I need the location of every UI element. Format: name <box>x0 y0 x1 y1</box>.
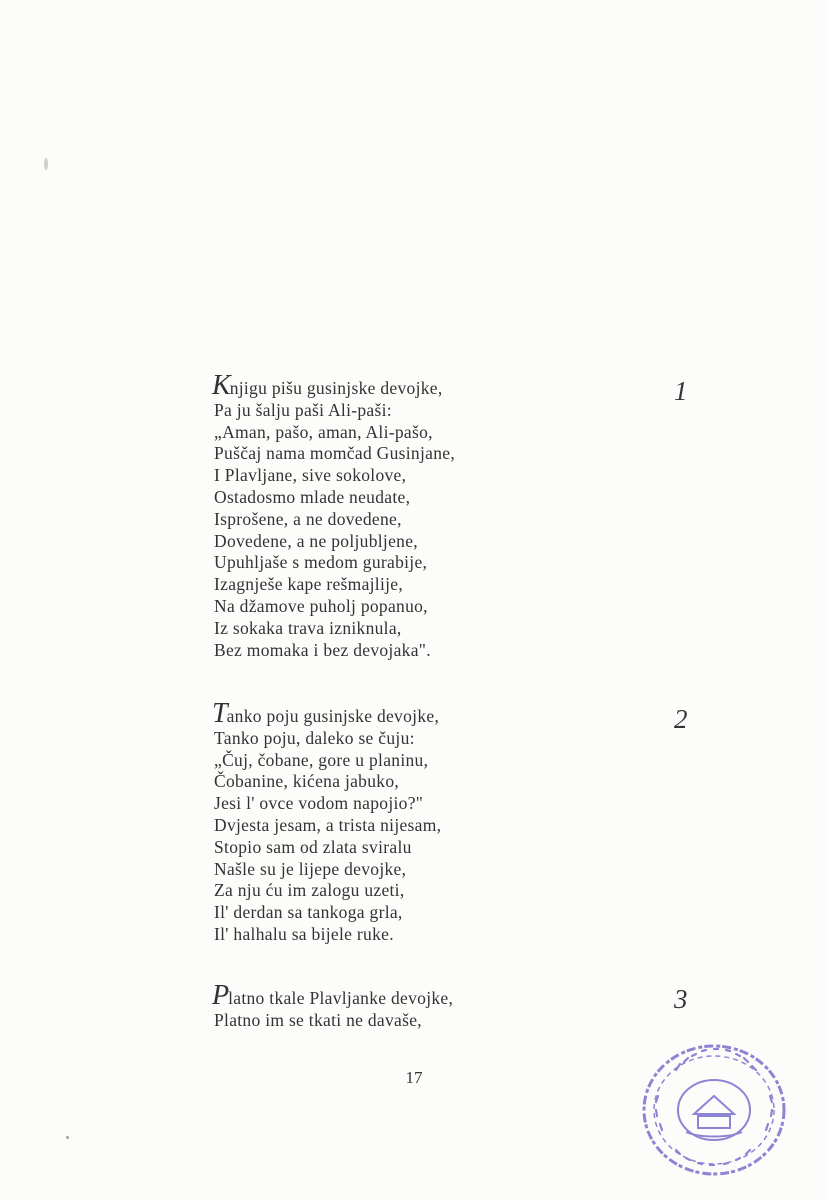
verse-line: „Aman, pašo, aman, Ali-pašo, <box>214 421 433 442</box>
verse-line: Puščaj nama momčad Gusinjane, <box>214 443 456 464</box>
first-line-text: anko poju gusinjske devojke, <box>226 706 440 726</box>
stanza-3 <box>212 980 684 1032</box>
drop-initial: T <box>212 698 227 729</box>
stanza-first-line <box>212 370 684 401</box>
verse-line: Dvjesta jesam, a trista nijesam, <box>214 814 442 835</box>
verse-line: Tanko poju, daleko se čuju: <box>214 727 415 748</box>
first-line-text: latno tkale Plavljanke devojke, <box>228 988 454 1008</box>
verse-line: Na džamove puholj popanuo, <box>214 595 428 616</box>
stanza-number: 3 <box>674 984 688 1014</box>
first-line-text: njigu pišu gusinjske devojke, <box>229 378 443 398</box>
verse-line: Našle su je lijepe devojke, <box>214 858 407 879</box>
ink-speck <box>66 1136 69 1139</box>
verse-line: I Plavljane, sive sokolove, <box>214 465 407 486</box>
stanza-first-line <box>212 980 684 1011</box>
verse-line: Ostadosmo mlade neudate, <box>214 486 411 507</box>
verse-line: Čobanine, kićena jabuko, <box>214 771 400 792</box>
ink-speck <box>44 158 48 170</box>
stanza-first-line <box>212 698 684 729</box>
stanza-2 <box>212 698 684 946</box>
verse-line: Il' derdan sa tankoga grla, <box>214 902 403 923</box>
verse-line: Iz sokaka trava izniknula, <box>214 617 402 638</box>
verse-line: Jesi l' ovce vodom napojio?" <box>214 793 424 814</box>
verse-line: Upuhljaše s medom gurabije, <box>214 552 428 573</box>
verse-line: Pa ju šalju paši Ali-paši: <box>214 399 392 420</box>
verse-line: Stopio sam od zlata sviralu <box>214 836 412 857</box>
stanza-number: 2 <box>674 704 688 734</box>
stanza-1 <box>212 370 684 661</box>
verse-line: Za nju ću im zalogu uzeti, <box>214 880 405 901</box>
drop-initial: P <box>212 980 229 1011</box>
verse-line: Dovedene, a ne poljubljene, <box>214 530 418 551</box>
verse-line: Bez momaka i bez devojaka". <box>214 639 431 660</box>
verse-line: Il' halhalu sa bijele ruke. <box>214 923 394 944</box>
drop-initial: K <box>212 370 230 401</box>
verse-line: „Čuj, čobane, gore u planinu, <box>214 749 429 770</box>
verse-line: Platno im se tkati ne davaše, <box>214 1009 422 1030</box>
verse-line: Isprošene, a ne dovedene, <box>214 508 402 529</box>
verse-line: Izagnješe kape rešmajlije, <box>214 574 404 595</box>
stanza-number: 1 <box>674 376 688 406</box>
page-number: 17 <box>405 1068 423 1087</box>
library-stamp-icon <box>636 1036 792 1184</box>
